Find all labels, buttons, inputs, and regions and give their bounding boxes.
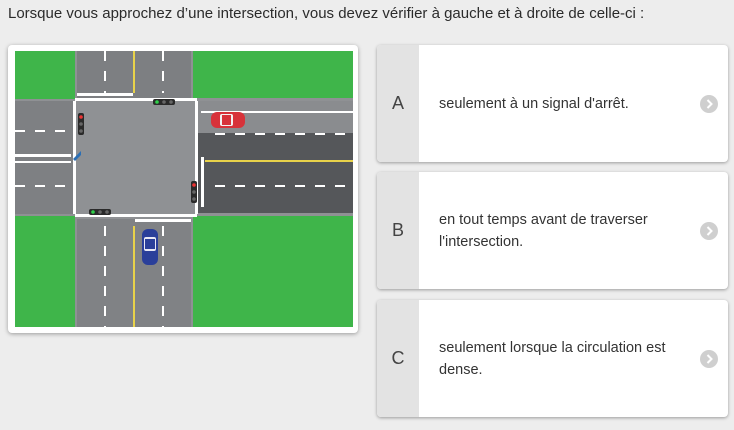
question-image-card <box>8 45 358 333</box>
answer-option-a[interactable] <box>377 45 728 162</box>
answer-text-a: seulement à un signal d'arrêt. <box>439 95 629 112</box>
traffic-light-right <box>191 181 197 203</box>
answer-letter-a: A <box>377 45 419 162</box>
chevron-right-icon[interactable] <box>700 95 718 113</box>
answer-text-c: seulement lorsque la circulation est dense. <box>439 339 666 378</box>
chevron-right-icon[interactable] <box>700 350 718 368</box>
traffic-light-top <box>153 99 175 105</box>
grass-top-right <box>193 51 353 98</box>
traffic-light-left <box>78 113 84 135</box>
answer-option-b[interactable] <box>377 172 728 289</box>
blue-car <box>142 229 158 265</box>
traffic-light-bottom <box>89 209 111 215</box>
answer-letter-c: C <box>377 300 419 417</box>
answer-letter-b: B <box>377 172 419 289</box>
grass-bottom-right <box>193 216 353 327</box>
chevron-right-icon[interactable] <box>700 222 718 240</box>
red-car <box>211 112 245 128</box>
answer-option-c[interactable] <box>377 300 728 417</box>
grass-bottom-left <box>15 216 75 327</box>
question-text: Lorsque vous approchez d’une intersection, vous devez vérifier à gauche et à droite de celle-ci : <box>8 5 645 22</box>
intersection-illustration <box>15 51 353 327</box>
grass-top-left <box>15 51 75 99</box>
answer-text-b: en tout temps avant de traverser l'intersection. <box>439 211 648 250</box>
